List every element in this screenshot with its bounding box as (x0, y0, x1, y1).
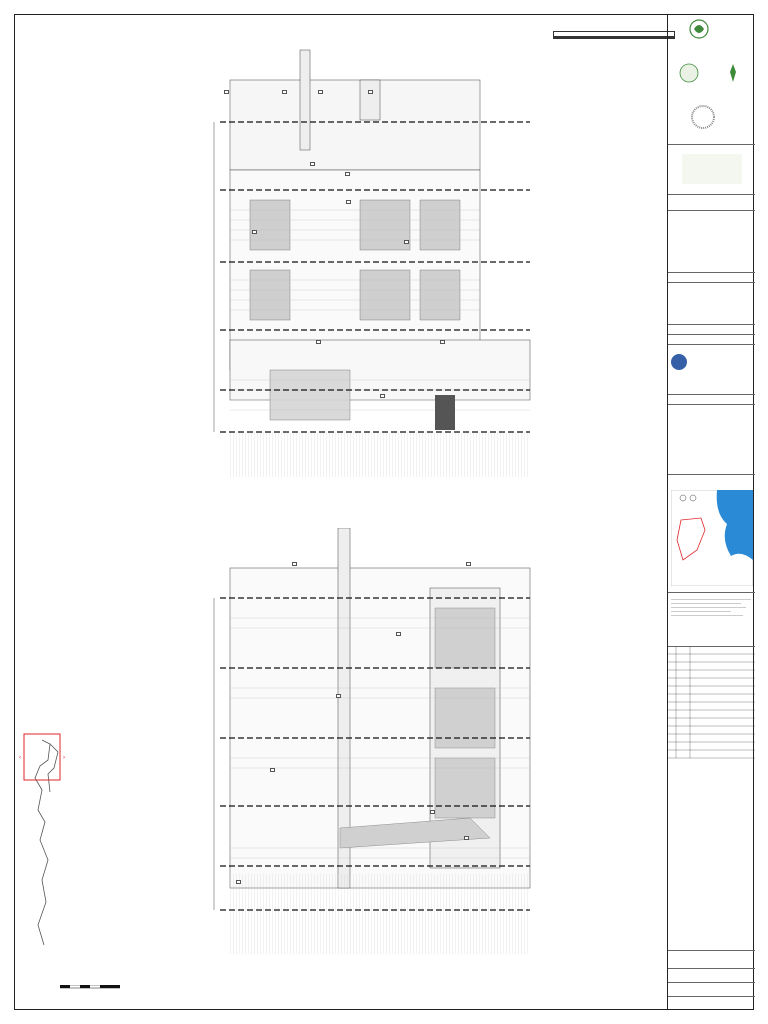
location-map (671, 490, 753, 586)
legend-header (554, 36, 674, 38)
tcode-tag (224, 90, 229, 94)
key-plan-arrow-icon: ‹ (19, 755, 21, 761)
tcode-tag (252, 230, 257, 234)
ministry-logo (684, 16, 714, 48)
tcode-tag (466, 562, 471, 566)
tcode-tag (345, 172, 350, 176)
tcode-tag (292, 562, 297, 566)
tcode-tag (316, 340, 321, 344)
tcode-tag (404, 240, 409, 244)
revision-header (670, 764, 676, 767)
tcode-tag (336, 694, 341, 698)
tcode-tag (236, 880, 241, 884)
key-plan-arrow-icon: › (63, 755, 65, 761)
revision-grid (668, 646, 755, 766)
rear-elevation-title (221, 970, 223, 972)
title-block (667, 14, 754, 1010)
partner-logo (682, 154, 742, 184)
front-elevation-drawing (170, 40, 540, 520)
tcode-tag (368, 90, 373, 94)
emblem-logo (674, 60, 704, 86)
tcode-tag (270, 768, 275, 772)
tcode-tag (430, 810, 435, 814)
notes-block (671, 596, 751, 619)
hkh-logo (671, 354, 687, 370)
tcode-tag (380, 394, 385, 398)
amaala-logo-mark (688, 102, 718, 132)
tcode-tag (396, 632, 401, 636)
tcodes-legend-table (553, 31, 675, 39)
emblem-logo (718, 60, 748, 86)
tcode-tag (282, 90, 287, 94)
scale-bar (60, 985, 120, 993)
key-plan (20, 730, 70, 950)
tcode-tag (346, 200, 351, 204)
tcode-tag (464, 836, 469, 840)
tcode-tag (310, 162, 315, 166)
front-elevation-title (221, 492, 223, 494)
rear-elevation-drawing (170, 528, 540, 968)
tcode-tag (440, 340, 445, 344)
tcode-tag (318, 90, 323, 94)
